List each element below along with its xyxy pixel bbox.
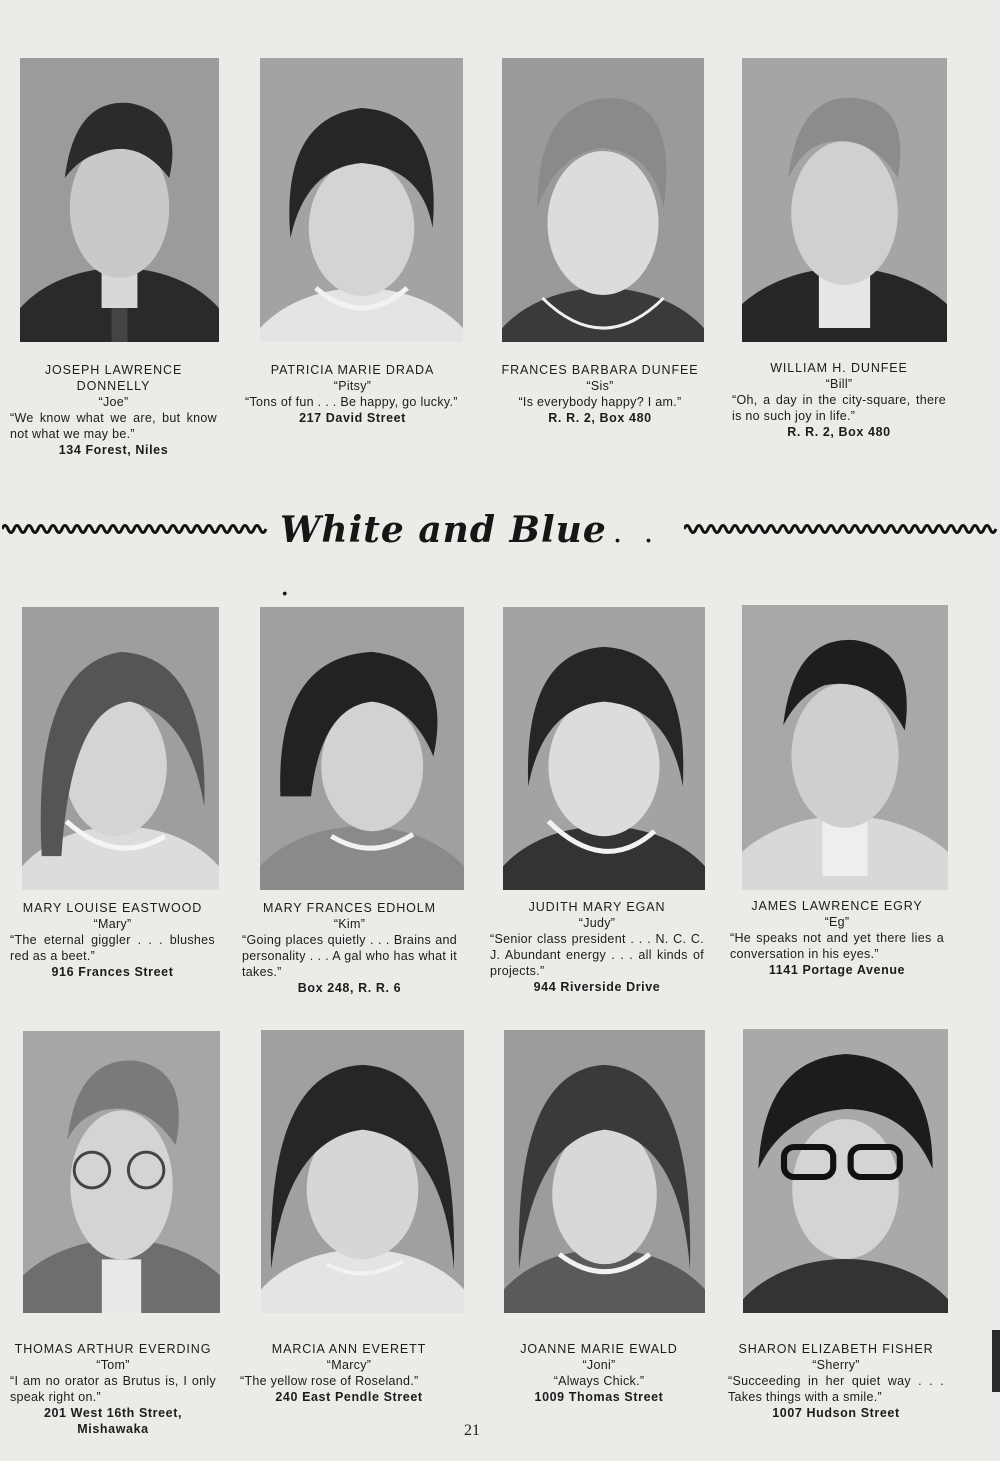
senior-address: Box 248, R. R. 6: [297, 981, 402, 995]
senior-quote: “Senior class president . . . N. C. C. J. Abundant energy . . . all kinds of projects.”: [490, 932, 704, 978]
senior-nickname: “Bill”: [825, 377, 853, 391]
senior-address: R. R. 2, Box 480: [787, 425, 891, 439]
portrait-photo-egan: [503, 607, 705, 890]
senior-name: THOMAS ARTHUR EVERDING: [14, 1342, 212, 1356]
senior-card: [728, 1341, 944, 1421]
senior-name: JOANNE MARIE EWALD: [520, 1342, 678, 1356]
portrait-photo-egry: [742, 605, 948, 890]
portrait-photo-drada: [260, 58, 463, 342]
senior-quote: “We know what we are, but know not what we may be.”: [10, 411, 217, 441]
senior-name: MARY FRANCES EDHOLM: [263, 901, 436, 915]
senior-card: [242, 900, 457, 996]
senior-address: R. R. 2, Box 480: [548, 411, 652, 425]
section-divider: [0, 505, 1000, 603]
senior-address: 201 West 16th Street, Mishawaka: [43, 1406, 183, 1436]
banner-title-text: White and Blue: [280, 509, 607, 551]
senior-card: [10, 362, 217, 458]
portrait-photo-william-dunfee: [742, 58, 947, 342]
senior-card: [500, 362, 700, 426]
senior-name: FRANCES BARBARA DUNFEE: [501, 363, 699, 377]
senior-nickname: “Pitsy”: [333, 379, 372, 393]
senior-card: [10, 900, 215, 980]
senior-quote: “Succeeding in her quiet way . . . Takes things with a smile.”: [728, 1374, 944, 1404]
portrait-photo-edholm: [260, 607, 464, 890]
portrait-photo-everding: [23, 1031, 220, 1313]
senior-nickname: “Sis”: [586, 379, 614, 393]
senior-name: PATRICIA MARIE DRADA: [270, 363, 435, 377]
senior-nickname: “Sherry”: [812, 1358, 860, 1372]
senior-address: 217 David Street: [299, 411, 406, 425]
senior-card: [490, 899, 704, 995]
senior-name: MARCIA ANN EVERETT: [271, 1342, 427, 1356]
section-banner-title: [280, 505, 680, 603]
senior-nickname: “Marcy”: [326, 1358, 372, 1372]
portrait-photo-fisher: [743, 1029, 948, 1313]
senior-card: [245, 362, 460, 426]
senior-address: 1007 Hudson Street: [772, 1406, 900, 1420]
senior-address: 916 Frances Street: [51, 965, 174, 979]
page-number: 21: [464, 1422, 480, 1439]
senior-quote: “Is everybody happy? I am.”: [518, 395, 682, 409]
senior-nickname: “Joe”: [98, 395, 129, 409]
wavy-rule-right: [684, 522, 998, 536]
senior-address: 240 East Pendle Street: [275, 1390, 423, 1404]
portrait-photo-everett: [261, 1030, 464, 1313]
senior-quote: “He speaks not and yet there lies a conversation in his eyes.”: [730, 931, 944, 961]
senior-nickname: “Kim”: [333, 917, 366, 931]
senior-quote: “I am no orator as Brutus is, I only speak right on.”: [10, 1374, 216, 1404]
senior-quote: “The yellow rose of Roseland.”: [240, 1374, 419, 1388]
senior-name: WILLIAM H. DUNFEE: [770, 361, 908, 375]
wavy-rule-left: [2, 522, 268, 536]
senior-address: 1141 Portage Avenue: [768, 963, 906, 977]
banner-dots: . . .: [280, 515, 660, 603]
page-edge-tab: [992, 1330, 1000, 1392]
portrait-photo-donnelly: [20, 58, 219, 342]
senior-address: 1009 Thomas Street: [534, 1390, 664, 1404]
portrait-photo-frances-dunfee: [502, 58, 704, 342]
senior-nickname: “Eg”: [824, 915, 850, 929]
senior-card: [240, 1341, 458, 1405]
senior-nickname: “Tom”: [96, 1358, 130, 1372]
senior-card: [732, 360, 946, 440]
senior-name: MARY LOUISE EASTWOOD: [22, 901, 203, 915]
portrait-photo-ewald: [504, 1030, 705, 1313]
senior-address: 944 Riverside Drive: [533, 980, 661, 994]
senior-card: [10, 1341, 216, 1437]
senior-quote: “Oh, a day in the city-square, there is no such joy in life.”: [732, 393, 946, 423]
senior-quote: “Going places quietly . . . Brains and personality . . . A gal who has what it takes.”: [242, 933, 457, 979]
senior-quote: “The eternal giggler . . . blushes red as a beet.”: [10, 933, 215, 963]
senior-name: JOSEPH LAWRENCE DONNELLY: [44, 363, 183, 393]
senior-card: [494, 1341, 704, 1405]
senior-address: 134 Forest, Niles: [58, 443, 169, 457]
senior-card: [730, 898, 944, 978]
senior-name: JAMES LAWRENCE EGRY: [751, 899, 923, 913]
senior-nickname: “Joni”: [582, 1358, 616, 1372]
senior-quote: “Tons of fun . . . Be happy, go lucky.”: [245, 395, 458, 409]
senior-quote: “Always Chick.”: [553, 1374, 645, 1388]
senior-nickname: “Judy”: [578, 916, 616, 930]
portrait-photo-eastwood: [22, 607, 219, 890]
senior-name: SHARON ELIZABETH FISHER: [738, 1342, 934, 1356]
senior-nickname: “Mary”: [93, 917, 132, 931]
senior-name: JUDITH MARY EGAN: [528, 900, 666, 914]
